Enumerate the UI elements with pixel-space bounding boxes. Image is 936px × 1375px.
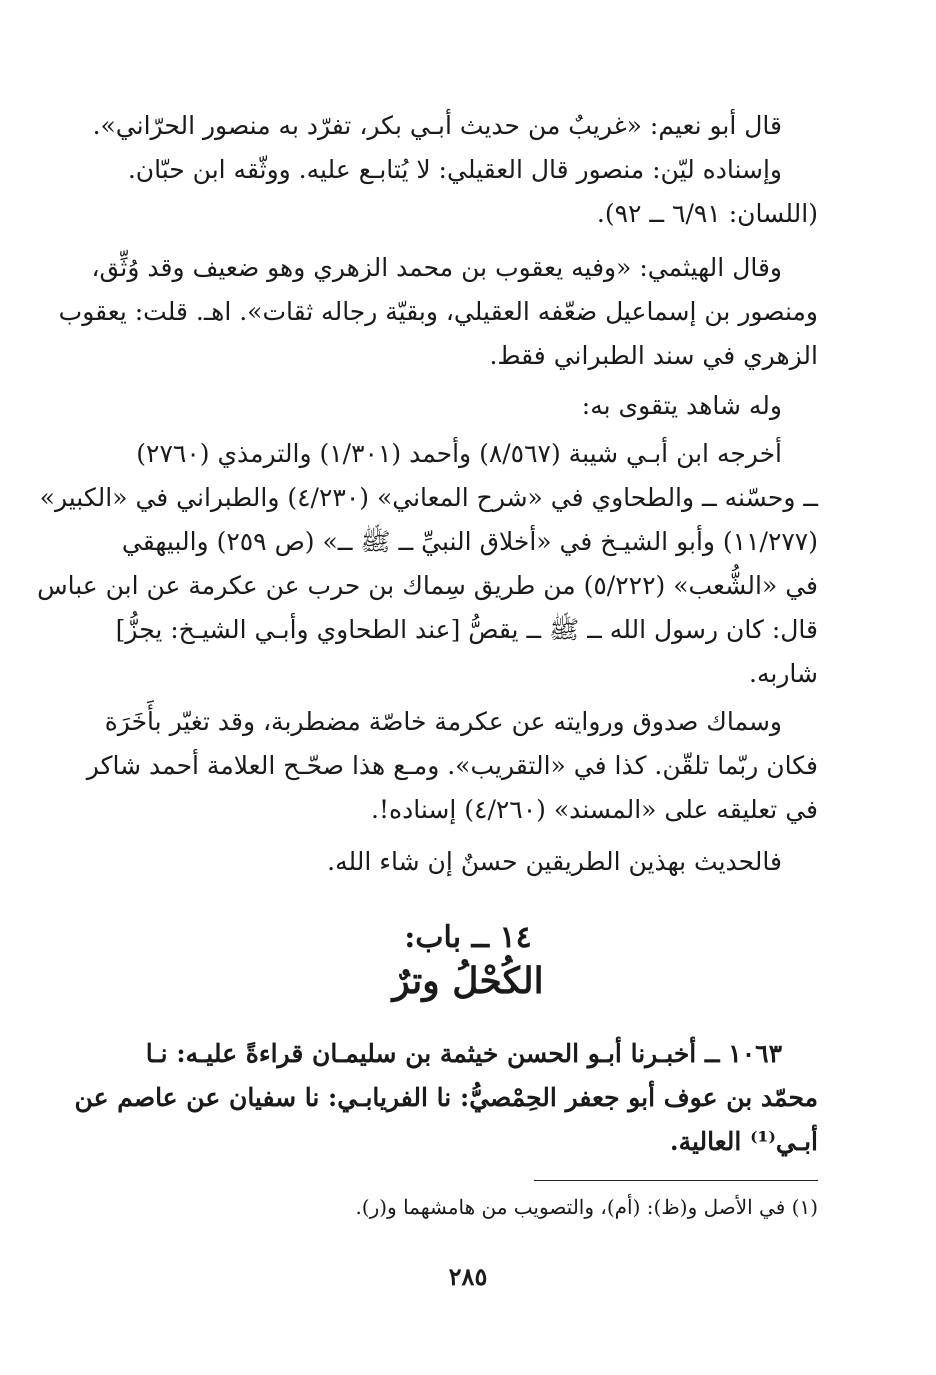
paragraph-haythami — [58, 246, 818, 378]
text-line: وإسناده ليّن: منصور قال العقيلي: لا يُتابـع عليه. ووثّقه ابن حبّان. — [127, 155, 782, 184]
text-line: أبـي⁽¹⁾ العالية. — [669, 1127, 818, 1156]
text-line: ــ وحسّنه ــ والطحاوي في «شرح المعاني» (٤/٢٣٠) والطبراني في «الكبير» — [39, 483, 818, 512]
paragraph-simak — [86, 700, 818, 832]
text-line: فكان ربّما تلقّن. كذا في «التقريب». ومـع هذا صحّـح العلامة أحمد شاكر — [86, 751, 818, 780]
page-number: ٢٨٥ — [448, 1262, 488, 1291]
text-line: ١٠٦٣ ــ أخبـرنا أبـو الحسن خيثمة بن سليمـان قراءةً عليـه: نـا — [145, 1039, 782, 1068]
footnote-separator — [534, 1180, 818, 1181]
paragraph-isnad — [110, 148, 818, 236]
text-line: في «الشُّعب» (٥/٢٢٢) من طريق سِماك بن حرب عن عكرمة عن ابن عباس — [37, 571, 818, 600]
paragraph-conclusion — [110, 840, 818, 884]
text-line: وله شاهد يتقوى به: — [581, 391, 782, 420]
text-line: شاربه. — [749, 659, 818, 688]
text-line: وسماك صدوق وروايته عن عكرمة خاصّة مضطربة، وقد تغيّر بأَخَرَة — [104, 707, 782, 736]
text-line: في تعليقه على «المسند» (٤/٢٦٠) إسناده!. — [371, 795, 818, 824]
text-line: محمّد بن عوف أبو جعفر الحِمْصيُّ: نا الفريابـي: نا سفيان عن عاصم عن — [74, 1083, 818, 1112]
paragraph-shahid — [110, 384, 818, 428]
paragraph-abu-nuaym — [92, 104, 818, 148]
text-line: (١١/٢٧٧) وأبو الشيـخ في «أخلاق النبيِّ ــ ﷺ ــ» (ص ٢٥٩) والبيهقي — [121, 527, 818, 556]
text-line: قال أبو نعيم: «غريبٌ من حديث أبـي بكر، تفرّد به منصور الحرّاني». — [92, 111, 782, 140]
text-line: قال: كان رسول الله ــ ﷺ ــ يقصُّ [عند الطحاوي وأبـي الشيـخ: يجزُّ] — [115, 615, 818, 644]
paragraph-takhrij — [37, 432, 818, 696]
chapter-title: الكُحْلُ وترٌ — [392, 960, 544, 1002]
footnote: (١) في الأصل و(ظ): (أم)، والتصويب من هامشهما و(ر). — [355, 1195, 818, 1219]
text-line: وقال الهيثمي: «وفيه يعقوب بن محمد الزهري وهو ضعيف وقد وُثِّق، — [91, 253, 782, 282]
chapter-number: ١٤ ــ باب: — [404, 920, 532, 955]
text-line: ومنصور بن إسماعيل ضعّفه العقيلي، وبقيّة رجاله ثقات». اهـ. قلت: يعقوب — [58, 297, 818, 326]
text-line: الزهري في سند الطبراني فقط. — [489, 341, 818, 370]
hadith-1063 — [74, 1032, 818, 1164]
text-line: (اللسان: ٦/٩١ ــ ٩٢). — [596, 199, 818, 228]
text-line: أخرجه ابن أبـي شيبة (٨/٥٦٧) وأحمد (١/٣٠١) والترمذي (٢٧٦٠) — [136, 439, 782, 468]
text-line: فالحديث بهذين الطريقين حسنٌ إن شاء الله. — [327, 847, 782, 876]
